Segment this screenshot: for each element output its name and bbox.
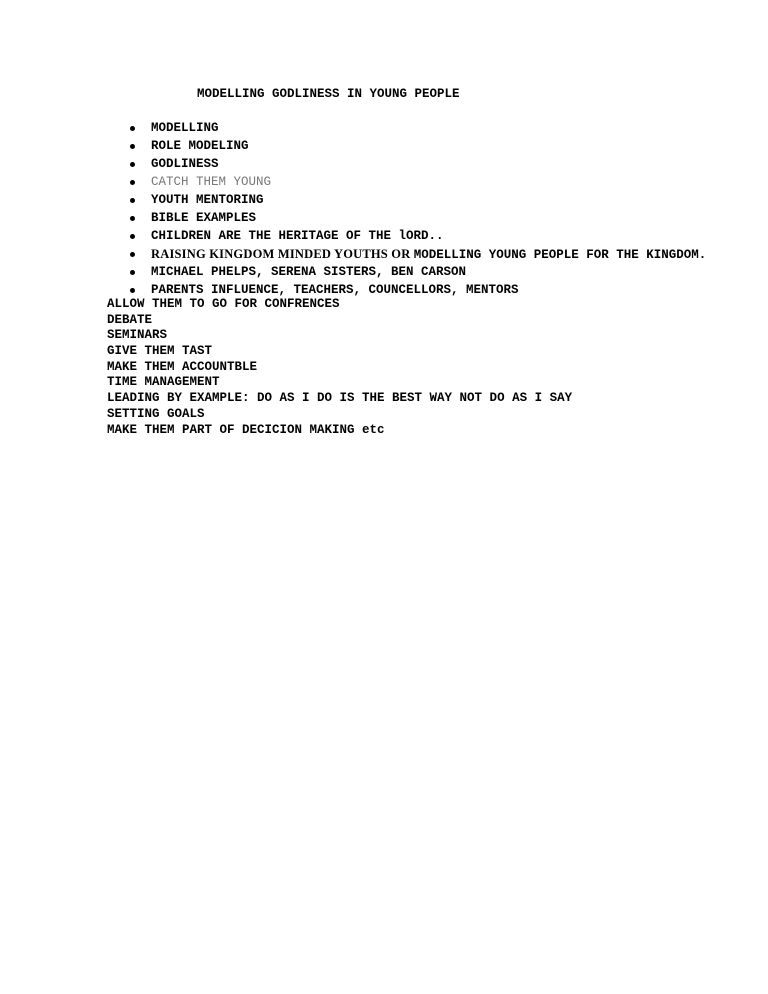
text-line: TIME MANAGEMENT xyxy=(107,375,220,390)
bullet-icon xyxy=(130,198,135,203)
text-line: SEMINARS xyxy=(107,328,168,343)
list-item-text: GODLINESS xyxy=(151,157,219,171)
list-item-text: BIBLE EXAMPLES xyxy=(151,211,257,225)
text-line: LEADING BY EXAMPLE: DO AS I DO IS THE BEST WAY NOT DO AS I SAY xyxy=(107,391,573,406)
bullet-icon xyxy=(130,252,135,257)
list-item xyxy=(126,263,706,281)
text-line: GIVE THEM TAST xyxy=(107,344,213,359)
list-item xyxy=(126,191,706,209)
list-item xyxy=(126,155,706,173)
list-item-text: MODELLING xyxy=(151,121,219,135)
bullet-icon xyxy=(130,234,135,239)
text-line: SETTING GOALS xyxy=(107,406,205,421)
list-item-text: MODELLING YOUNG PEOPLE FOR THE KINGDOM. xyxy=(413,248,707,262)
bullet-icon xyxy=(130,288,135,293)
bullet-icon xyxy=(130,162,135,167)
list-item-text: ROLE MODELING xyxy=(151,139,249,153)
list-item xyxy=(126,137,706,155)
bullet-icon xyxy=(130,216,135,221)
plain-lines xyxy=(107,297,572,438)
list-item-text: RAISING KINGDOM MINDED YOUTHS OR xyxy=(151,247,414,261)
bullet-icon xyxy=(130,144,135,149)
text-line: ALLOW THEM TO GO FOR CONFRENCES xyxy=(107,297,340,311)
list-item-text: CHILDREN ARE THE HERITAGE OF THE lORD.. xyxy=(151,229,444,243)
bullet-list xyxy=(126,119,706,299)
text-line: MAKE THEM PART OF DECICION MAKING etc xyxy=(107,422,385,437)
list-item-text: YOUTH MENTORING xyxy=(151,193,264,207)
list-item xyxy=(126,119,706,137)
list-item-text: PARENTS INFLUENCE, TEACHERS, COUNCELLORS, MENTORS xyxy=(151,283,519,297)
bullet-icon xyxy=(130,270,135,275)
text-line: DEBATE xyxy=(107,312,153,327)
list-item xyxy=(126,209,706,227)
bullet-icon xyxy=(130,126,135,131)
list-item-text: MICHAEL PHELPS, SERENA SISTERS, BEN CARSON xyxy=(151,265,467,279)
list-item xyxy=(126,227,706,245)
text-line: MAKE THEM ACCOUNTBLE xyxy=(107,359,258,374)
list-item xyxy=(126,173,706,191)
page-title: MODELLING GODLINESS IN YOUNG PEOPLE xyxy=(197,87,460,101)
bullet-icon xyxy=(130,180,135,185)
list-item-text: CATCH THEM YOUNG xyxy=(151,175,272,189)
list-item xyxy=(126,245,706,263)
